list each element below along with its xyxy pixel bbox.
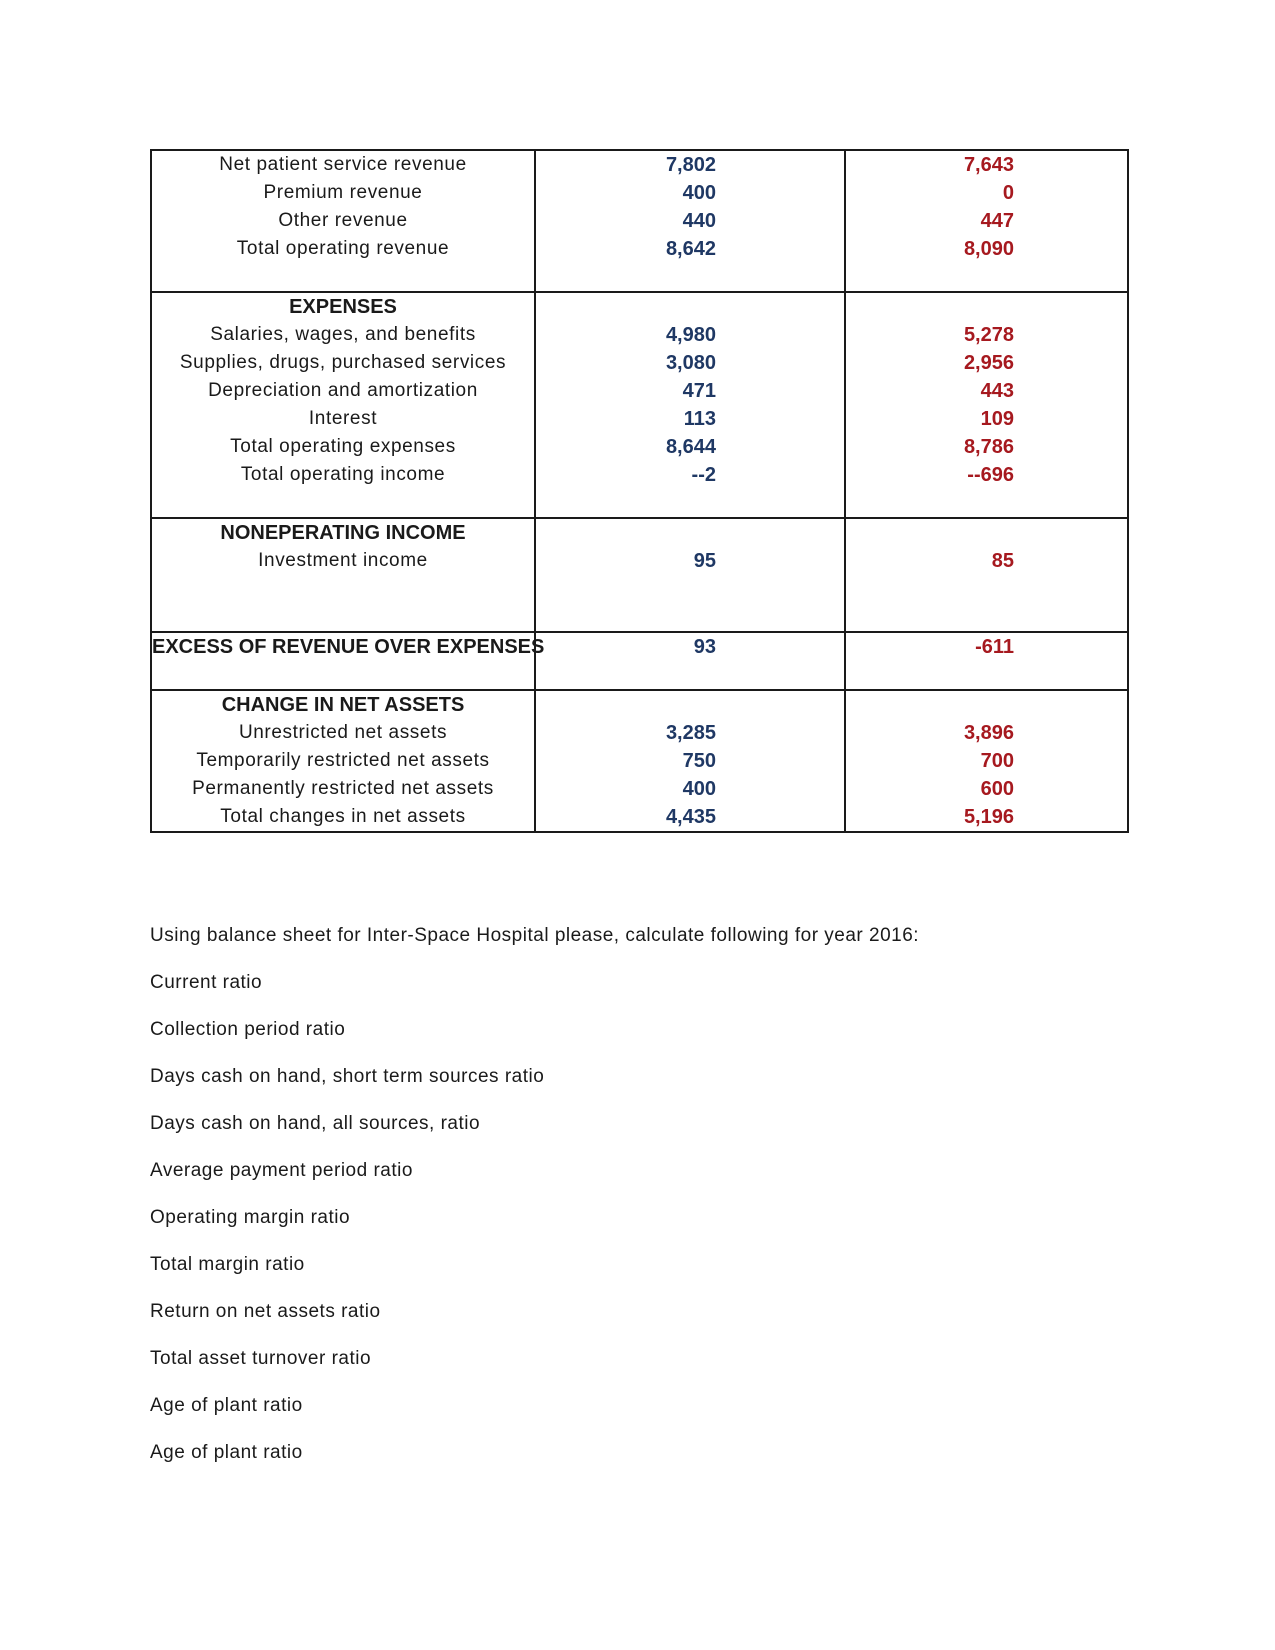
ratio-item: Collection period ratio (150, 1019, 346, 1040)
prior-value: 85 (991, 550, 1014, 572)
current-year-column (535, 292, 845, 518)
current-value: 471 (682, 380, 716, 402)
expenses-section (151, 292, 1128, 518)
prior-value: 5,278 (963, 324, 1014, 346)
prior-value: 8,090 (963, 238, 1014, 260)
current-value: 3,080 (665, 352, 716, 374)
ratio-item: Age of plant ratio (150, 1442, 303, 1463)
prior-year-column (845, 690, 1128, 832)
prior-year-column (845, 150, 1128, 292)
prior-value: 2,956 (963, 352, 1014, 374)
ratio-item: Current ratio (150, 972, 263, 993)
ratio-item: Days cash on hand, short term sources ratio (150, 1066, 545, 1087)
prior-value: 8,786 (963, 436, 1014, 458)
prior-value: 447 (980, 210, 1014, 232)
operating-revenue-section (151, 150, 1128, 292)
current-year-column (535, 150, 845, 292)
current-value: --2 (691, 464, 716, 486)
row-label: Total operating revenue (236, 238, 450, 259)
current-value: 8,644 (665, 436, 716, 458)
current-value: 93 (693, 636, 716, 658)
current-value: 113 (683, 408, 716, 430)
section-heading: EXCESS OF REVENUE OVER EXPENSES (152, 636, 545, 658)
ratio-item: Average payment period ratio (150, 1160, 413, 1181)
label-column (151, 632, 545, 690)
row-label: Temporarily restricted net assets (196, 750, 490, 771)
ratio-item: Age of plant ratio (150, 1395, 303, 1416)
ratio-item: Return on net assets ratio (150, 1301, 381, 1322)
question-intro: Using balance sheet for Inter-Space Hospital please, calculate following for year 2016: (150, 925, 920, 946)
ratio-item: Total margin ratio (150, 1254, 305, 1275)
label-column (151, 292, 535, 518)
row-label: Depreciation and amortization (208, 380, 478, 401)
ratio-item: Total asset turnover ratio (150, 1348, 372, 1369)
row-label: Supplies, drugs, purchased services (179, 352, 507, 373)
current-year-column (535, 632, 845, 690)
current-value: 400 (682, 182, 716, 204)
prior-value: 7,643 (963, 154, 1014, 176)
ratio-item: Days cash on hand, all sources, ratio (150, 1113, 481, 1134)
current-year-column (535, 690, 845, 832)
prior-value: 700 (980, 750, 1014, 772)
row-label: Unrestricted net assets (238, 722, 448, 743)
prior-value: 600 (980, 778, 1014, 800)
label-column (151, 518, 535, 632)
current-value: 4,980 (665, 324, 716, 346)
row-label: Net patient service revenue (219, 154, 467, 175)
current-year-column (535, 518, 845, 632)
ratio-list (150, 969, 1130, 1486)
nonoperating-income-section (151, 518, 1128, 632)
prior-value: 109 (980, 408, 1014, 430)
prior-value: 0 (1002, 182, 1014, 204)
row-label: Other revenue (278, 210, 408, 231)
current-value: 440 (682, 210, 716, 232)
row-label: Salaries, wages, and benefits (210, 324, 476, 345)
row-label: Total operating expenses (230, 436, 456, 457)
current-value: 95 (693, 550, 716, 572)
row-label: Premium revenue (263, 182, 423, 203)
label-column (151, 150, 535, 292)
row-label: Interest (308, 408, 378, 429)
row-label: Total operating income (240, 464, 446, 485)
prior-year-column (845, 518, 1128, 632)
current-value: 3,285 (665, 722, 716, 744)
current-value: 7,802 (665, 154, 716, 176)
prior-value: 5,196 (963, 806, 1014, 828)
prior-value: --696 (967, 464, 1014, 486)
row-label: Total changes in net assets (220, 806, 466, 827)
prior-value: 443 (980, 380, 1014, 402)
prior-year-column (845, 632, 1128, 690)
section-heading: NONEPERATING INCOME (220, 522, 466, 544)
current-value: 750 (682, 750, 716, 772)
current-value: 8,642 (665, 238, 716, 260)
row-label: Investment income (258, 550, 428, 571)
prior-value: -611 (975, 636, 1014, 658)
change-in-net-assets-section (151, 690, 1128, 832)
current-value: 4,435 (665, 806, 716, 828)
income-statement-table (150, 149, 1129, 833)
row-label: Permanently restricted net assets (192, 778, 494, 799)
prior-year-column (845, 292, 1128, 518)
section-heading: CHANGE IN NET ASSETS (221, 694, 465, 716)
section-heading: EXPENSES (289, 296, 397, 318)
label-column (151, 690, 535, 832)
excess-revenue-section (151, 632, 1128, 690)
ratio-item: Operating margin ratio (150, 1207, 351, 1228)
prior-value: 3,896 (963, 722, 1014, 744)
assignment-question (150, 922, 1130, 1486)
current-value: 400 (682, 778, 716, 800)
